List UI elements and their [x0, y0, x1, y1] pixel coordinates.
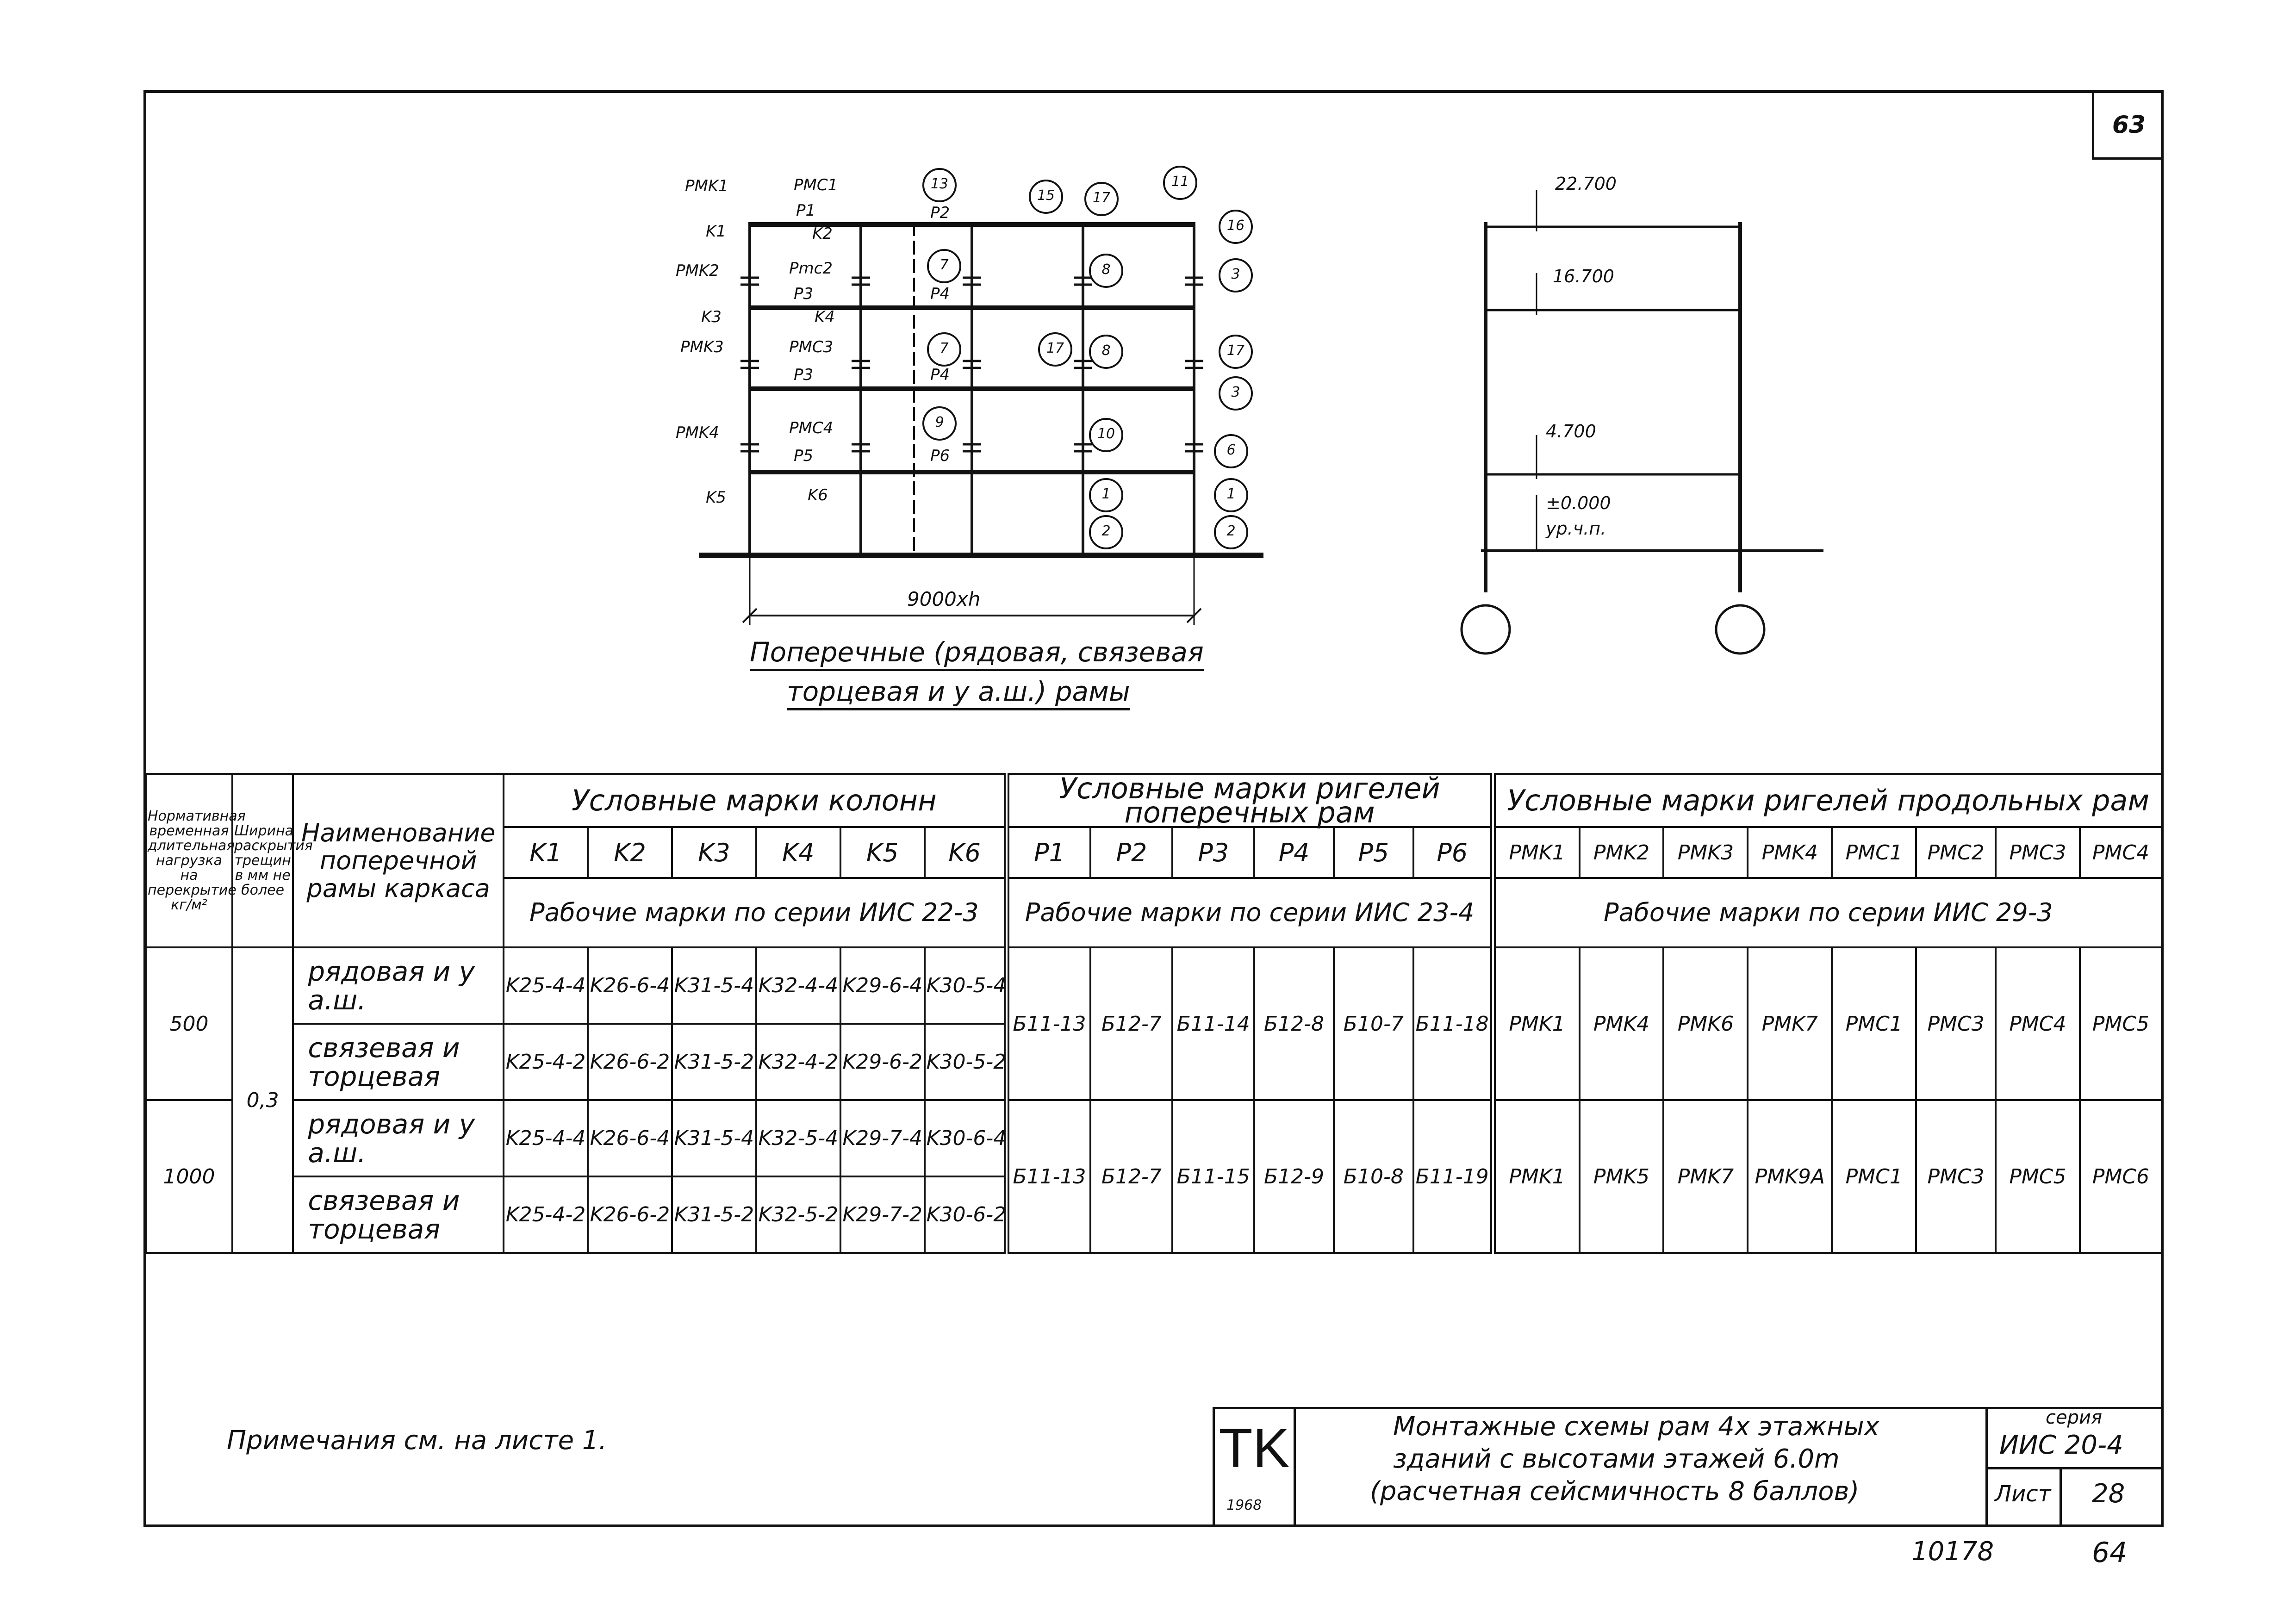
frame-name: связевая и торцевая — [293, 1024, 504, 1100]
year: 1968 — [1226, 1497, 1262, 1513]
beam-mark-p5: P5 — [1334, 827, 1413, 878]
circle-num: 17 — [1226, 342, 1245, 359]
label-p5: P5 — [794, 447, 814, 465]
label-k1: K1 — [706, 222, 726, 241]
label-p4: P4 — [930, 285, 950, 303]
col-mark-k2: K2 — [588, 827, 672, 878]
circle-num: 8 — [1101, 342, 1111, 359]
label-p1: P1 — [796, 201, 816, 220]
column-cell: K32-4-2 — [756, 1024, 840, 1100]
level-second: 16.700 — [1553, 266, 1614, 286]
long-beam-cell: PMC5 — [1996, 1100, 2080, 1253]
long-beams-group-title: Условные марки ригелей продольных рам — [1493, 774, 2162, 827]
column-cell: K32-4-4 — [756, 947, 840, 1024]
long-mark: PMK4 — [1748, 827, 1832, 878]
sheet-label: Лист — [1995, 1481, 2051, 1507]
column-cell: K25-4-4 — [504, 1100, 588, 1176]
column-cell: K26-6-4 — [588, 947, 672, 1024]
crack-width: 0,3 — [232, 947, 293, 1253]
circle-num: 1 — [1226, 486, 1236, 502]
load-value: 500 — [146, 947, 232, 1100]
column-cell: K25-4-4 — [504, 947, 588, 1024]
label-p4-b: P4 — [930, 366, 950, 384]
series-divider — [1985, 1467, 2164, 1469]
frame-name: связевая и торцевая — [293, 1176, 504, 1253]
circle-num: 10 — [1097, 426, 1115, 442]
series-long-beams: Рабочие марки по серии ИИС 29-3 — [1493, 878, 2162, 947]
load-header: Нормативная временная длительная нагрузка на перекрытие кг/м² — [146, 774, 232, 947]
column-cell: K30-5-2 — [925, 1024, 1007, 1100]
label-pmc1: PMC1 — [794, 176, 838, 194]
spec-table — [145, 773, 2163, 1254]
label-pmk1: PMK1 — [685, 177, 728, 195]
caption-line1: Поперечные (рядовая, связевая — [750, 636, 1204, 671]
level-third: 4.700 — [1546, 421, 1596, 442]
long-beam-cell: PMK7 — [1663, 1100, 1748, 1253]
long-beam-cell: PMK9A — [1748, 1100, 1832, 1253]
circle-num: 7 — [940, 340, 949, 356]
label-pmc4: PMC4 — [789, 419, 834, 437]
long-beam-cell: PMK7 — [1748, 947, 1832, 1100]
sheet-number: 63 — [2092, 93, 2164, 160]
long-beam-cell: PMK4 — [1580, 947, 1664, 1100]
sheet-divider — [2060, 1467, 2062, 1527]
long-mark: PMK1 — [1493, 827, 1580, 878]
col-mark-k4: K4 — [756, 827, 840, 878]
column-cell: K30-5-4 — [925, 947, 1007, 1024]
long-beam-cell: PMC1 — [1832, 947, 1916, 1100]
circle-num: 3 — [1231, 266, 1240, 282]
long-beam-cell: PMC4 — [1996, 947, 2080, 1100]
col-mark-k1: K1 — [504, 827, 588, 878]
long-mark: PMC2 — [1916, 827, 1996, 878]
title-line3: (расчетная сейсмичность 8 баллов) — [1370, 1476, 1860, 1506]
label-p6: P6 — [930, 447, 950, 465]
cross-beam-cell: Б11-19 — [1413, 1100, 1493, 1253]
columns-group-title: Условные марки колонн — [504, 774, 1006, 827]
title-line1: Монтажные схемы рам 4х этажных — [1393, 1412, 1879, 1442]
notes: Примечания см. на листе 1. — [227, 1425, 607, 1456]
series-label: серия — [2046, 1407, 2103, 1428]
cross-beams-group-title: Условные марки ригелей поперечных рам — [1007, 774, 1493, 827]
crack-header: Ширина раскрытия трещин в мм не более — [232, 774, 293, 947]
cross-beam-cell: Б12-8 — [1254, 947, 1334, 1100]
column-cell: K30-6-2 — [925, 1176, 1007, 1253]
label-p3: P3 — [794, 285, 814, 303]
circle-num: 17 — [1046, 340, 1064, 356]
label-pmc2: Pmc2 — [789, 259, 833, 278]
circle-num: 9 — [935, 414, 944, 430]
column-cell: K26-6-2 — [588, 1024, 672, 1100]
circle-num: 2 — [1226, 523, 1236, 539]
col-mark-k5: K5 — [840, 827, 925, 878]
cross-beam-cell: Б12-9 — [1254, 1100, 1334, 1253]
column-cell: K26-6-2 — [588, 1176, 672, 1253]
column-cell: K26-6-4 — [588, 1100, 672, 1176]
long-mark: PMK2 — [1580, 827, 1664, 878]
caption-line2: торцевая и у а.ш.) рамы — [787, 676, 1130, 710]
column-cell: K31-5-4 — [672, 947, 756, 1024]
col-mark-k6: K6 — [925, 827, 1007, 878]
circle-num: 11 — [1171, 174, 1189, 190]
tk-logo: TK — [1219, 1417, 1290, 1479]
column-cell: K29-7-4 — [840, 1100, 925, 1176]
circle-num: 16 — [1226, 218, 1245, 234]
cross-beam-cell: Б12-7 — [1090, 1100, 1172, 1253]
column-cell: K29-7-2 — [840, 1176, 925, 1253]
label-pmk2: PMK2 — [676, 261, 719, 280]
long-mark: PMC1 — [1832, 827, 1916, 878]
label-p3-b: P3 — [794, 366, 814, 384]
column-cell: K25-4-2 — [504, 1024, 588, 1100]
series-cross-beams: Рабочие марки по серии ИИС 23-4 — [1007, 878, 1493, 947]
column-cell: K32-5-2 — [756, 1176, 840, 1253]
long-beam-cell: PMK1 — [1493, 1100, 1580, 1253]
cross-beam-cell: Б10-7 — [1334, 947, 1413, 1100]
level-top: 22.700 — [1555, 174, 1617, 194]
beam-mark-p1: P1 — [1007, 827, 1091, 878]
beam-mark-p6: P6 — [1413, 827, 1493, 878]
circle-num: 1 — [1101, 486, 1111, 502]
column-cell: K31-5-4 — [672, 1100, 756, 1176]
label-k5: K5 — [706, 488, 726, 507]
cross-beam-cell: Б11-14 — [1172, 947, 1254, 1100]
archive-page: 64 — [2092, 1537, 2128, 1569]
long-beam-cell: PMC3 — [1916, 947, 1996, 1100]
label-p2: P2 — [930, 204, 950, 222]
beam-mark-p3: P3 — [1172, 827, 1254, 878]
cross-beam-cell: Б11-13 — [1007, 1100, 1091, 1253]
cross-beam-cell: Б12-7 — [1090, 947, 1172, 1100]
circle-num: 6 — [1226, 442, 1236, 458]
long-mark: PMK3 — [1663, 827, 1748, 878]
long-beam-cell: PMK6 — [1663, 947, 1748, 1100]
label-k4: K4 — [815, 308, 835, 326]
label-pmk4: PMK4 — [676, 423, 719, 442]
circle-num: 7 — [940, 257, 949, 273]
cross-beam-cell: Б10-8 — [1334, 1100, 1413, 1253]
cross-beam-cell: Б11-18 — [1413, 947, 1493, 1100]
series-value: ИИС 20-4 — [1999, 1430, 2123, 1460]
series-columns: Рабочие марки по серии ИИС 22-3 — [504, 878, 1006, 947]
title-line2: зданий с высотами этажей 6.0m — [1393, 1444, 1840, 1474]
circle-num: 2 — [1101, 523, 1111, 539]
level-zero: ±0.000 — [1546, 493, 1611, 513]
long-mark: PMC4 — [2080, 827, 2162, 878]
frame-name: рядовая и у а.ш. — [293, 1100, 504, 1176]
long-beam-cell: PMC1 — [1832, 1100, 1916, 1253]
label-pmk3: PMK3 — [680, 338, 724, 356]
span-dimension: 9000xh — [907, 588, 981, 610]
long-beam-cell: PMK1 — [1493, 947, 1580, 1100]
frame-name-header: Наименование поперечной рамы каркаса — [293, 774, 504, 947]
long-beam-cell: PMC5 — [2080, 947, 2162, 1100]
long-beam-cell: PMC6 — [2080, 1100, 2162, 1253]
column-cell: K29-6-4 — [840, 947, 925, 1024]
column-cell: K32-5-4 — [756, 1100, 840, 1176]
long-beam-cell: PMK5 — [1580, 1100, 1664, 1253]
ground-note: ур.ч.п. — [1546, 518, 1606, 539]
label-k2: K2 — [812, 224, 833, 243]
long-beam-cell: PMC3 — [1916, 1100, 1996, 1253]
column-cell: K25-4-2 — [504, 1176, 588, 1253]
col-mark-k3: K3 — [672, 827, 756, 878]
cross-beam-cell: Б11-13 — [1007, 947, 1091, 1100]
column-cell: K29-6-2 — [840, 1024, 925, 1100]
sheet-value: 28 — [2092, 1479, 2125, 1509]
circle-num: 3 — [1231, 384, 1240, 400]
label-pmc3: PMC3 — [789, 338, 834, 356]
circle-num: 15 — [1037, 187, 1055, 204]
column-cell: K30-6-4 — [925, 1100, 1007, 1176]
elevation-diagram — [1435, 162, 1851, 671]
circle-num: 17 — [1092, 190, 1111, 206]
beam-mark-p4: P4 — [1254, 827, 1334, 878]
column-cell: K31-5-2 — [672, 1176, 756, 1253]
archive-number: 10178 — [1911, 1537, 1994, 1567]
frame-name: рядовая и у а.ш. — [293, 947, 504, 1024]
circle-num: 13 — [930, 176, 949, 192]
cross-beam-cell: Б11-15 — [1172, 1100, 1254, 1253]
label-k6: K6 — [808, 486, 828, 504]
column-cell: K31-5-2 — [672, 1024, 756, 1100]
load-value: 1000 — [146, 1100, 232, 1253]
circle-num: 8 — [1101, 261, 1111, 278]
label-k3: K3 — [701, 308, 722, 326]
long-mark: PMC3 — [1996, 827, 2080, 878]
beam-mark-p2: P2 — [1090, 827, 1172, 878]
